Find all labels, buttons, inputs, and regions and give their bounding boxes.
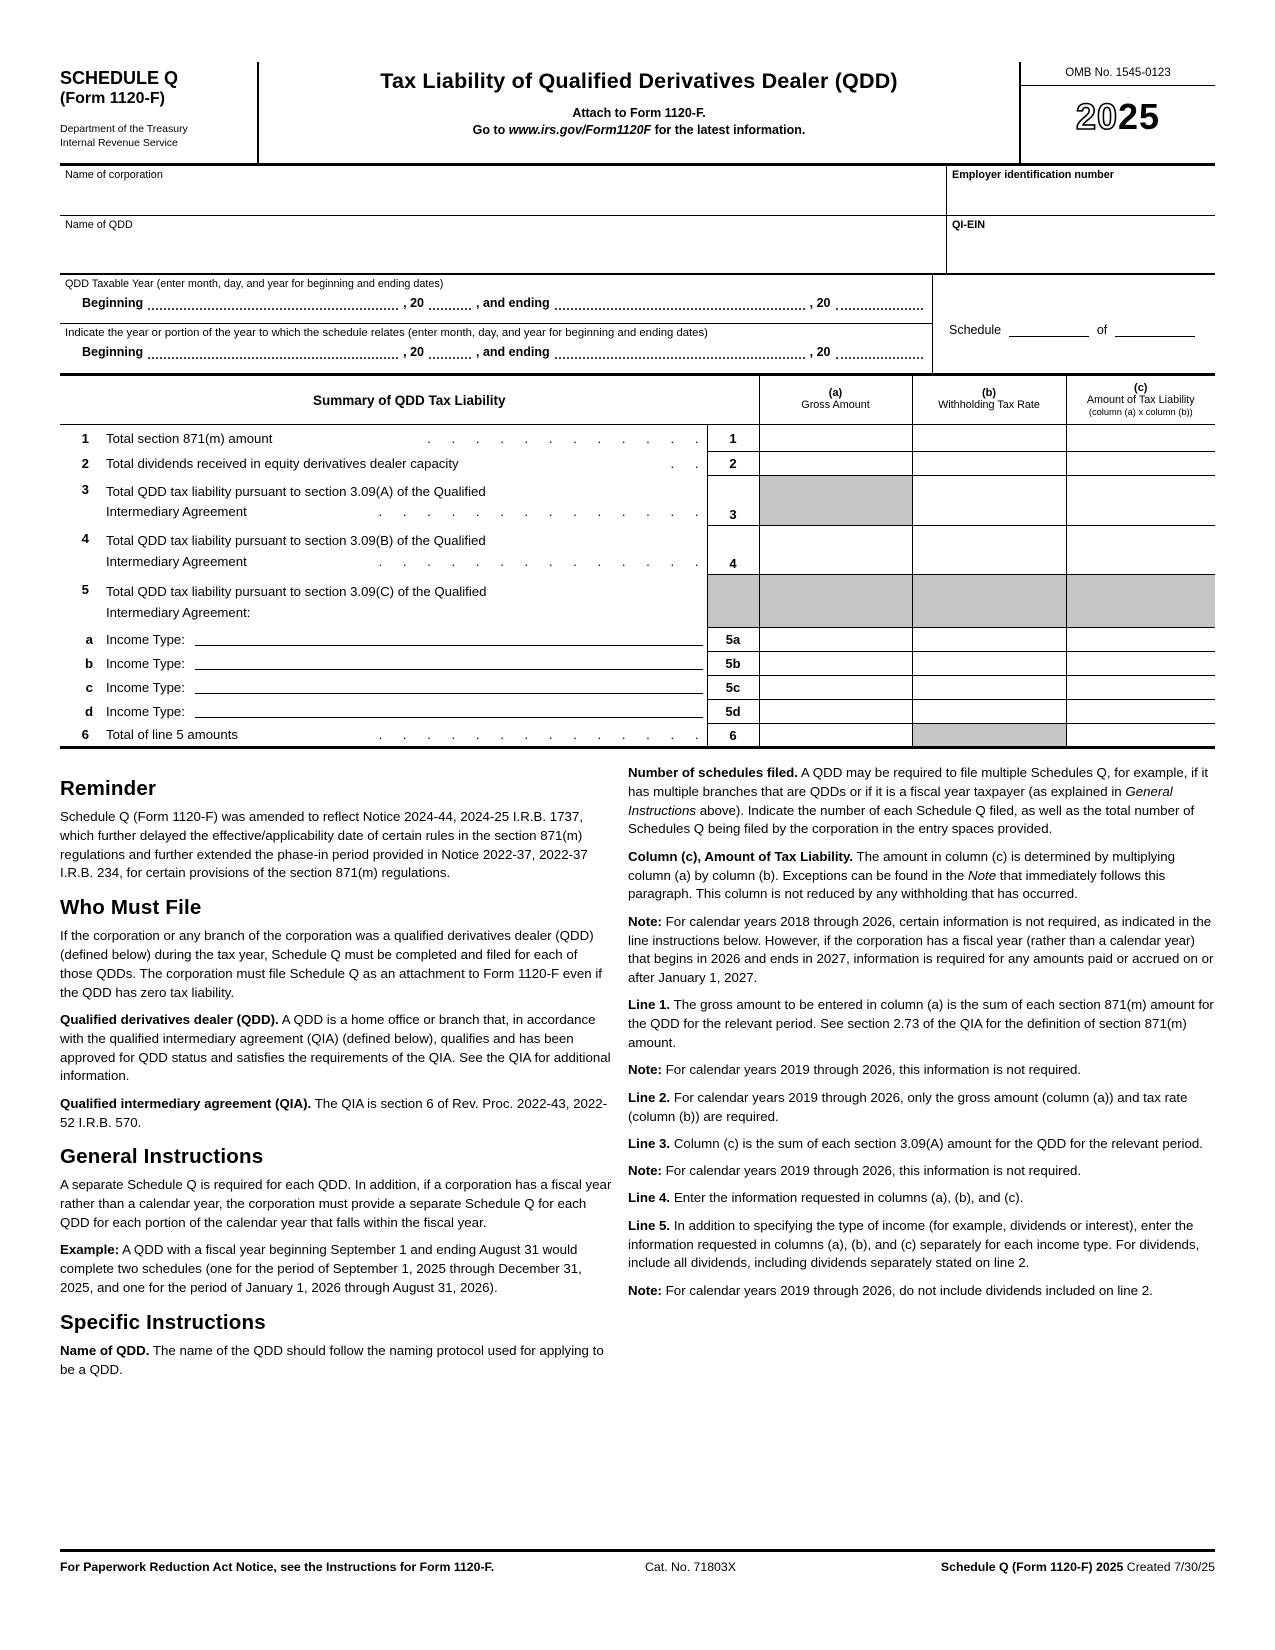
cell-6c[interactable] bbox=[1066, 724, 1215, 748]
cell-6b-shaded bbox=[912, 724, 1066, 748]
paragraph-number-of-schedules: Number of schedules filed. A QDD may be required to file multiple Schedules Q, for example, if it has multiple branches that are QDDs or if it is a fiscal year taxpayer (as explained in General Instructions above). Indicate the number of each Schedule Q filed, as well as the total number of Schedules Q being filed by the corporation in the entry spaces provided. bbox=[628, 765, 1209, 837]
cell-5b-c[interactable] bbox=[1066, 652, 1215, 676]
line1-number-box: 1 bbox=[707, 425, 759, 452]
cell-3b[interactable] bbox=[912, 476, 1066, 526]
of-label: of bbox=[1096, 323, 1108, 337]
table-row bbox=[60, 425, 1215, 452]
agency-block bbox=[60, 122, 257, 150]
section-heading-reminder: Reminder bbox=[60, 777, 157, 800]
and-ending-label: , and ending bbox=[476, 345, 550, 359]
goto-instruction: Go to www.irs.gov/Form1120F for the latest information. bbox=[472, 123, 806, 137]
identity-section bbox=[60, 166, 1215, 273]
table-row bbox=[60, 526, 1215, 575]
cell-4c[interactable] bbox=[1066, 526, 1215, 575]
instructions-right-column bbox=[628, 764, 1215, 1388]
line3-description: 3 Total QDD tax liability pursuant to section 3.09(A) of the Qualified Intermediary Agreement . . . . . . . . . . . . . . bbox=[81, 481, 699, 519]
beginning-year-field-2[interactable] bbox=[429, 345, 471, 359]
relates-year-label: Indicate the year or portion of the year to which the schedule relates (enter month, day, and year for beginning and ending dates) bbox=[65, 327, 708, 339]
ending-date-field-1[interactable] bbox=[555, 296, 805, 310]
paragraph-note-2018: Note: For calendar years 2018 through 2026, certain information is not required, as indicated in the line instructions below. However, if the corporation has a fiscal year (rather than a calendar year) that begins in 2026 and ends in 2027, information is required for any amounts paid or accrued on or after January 1, 2027. bbox=[628, 913, 1214, 986]
paragraph-line5: Line 5. In addition to specifying the type of income (for example, dividends or interest), enter the information requested in columns (a), (b), and (c) separately for each income type. For dividends, include all dividends, including dividends separately stated on line 2. bbox=[628, 1217, 1200, 1271]
qdd-tax-liability-table bbox=[60, 373, 1215, 749]
cell-2c[interactable] bbox=[1066, 452, 1215, 476]
line5d-number-box: 5d bbox=[707, 700, 759, 724]
and-ending-label: , and ending bbox=[476, 296, 550, 310]
table-row bbox=[60, 476, 1215, 526]
paragraph-who-must-file: If the corporation or any branch of the corporation was a qualified derivatives dealer (QDD) (defined below) during the tax year, Schedule Q must be completed and filed for each of those QDDs. The corporation must file Schedule Q as an attachment to Form 1120-F even if the QDD has zero tax liability. bbox=[60, 928, 602, 1000]
qdd-name-field[interactable] bbox=[60, 215, 946, 273]
line5a-number-box: 5a bbox=[707, 628, 759, 652]
paragraph-qia-definition: Qualified intermediary agreement (QIA). The QIA is section 6 of Rev. Proc. 2022-43, 2022-52 I.R.B. 570. bbox=[60, 1095, 608, 1130]
line2-number-box: 2 bbox=[707, 452, 759, 476]
line6-description: 6 Total of line 5 amounts . . . . . . . . . . . . . . bbox=[81, 727, 699, 743]
paragraph-note-line3: Note: For calendar years 2019 through 2026, this information is not required. bbox=[628, 1163, 1082, 1179]
table-row bbox=[60, 700, 1215, 724]
tax-year: 2025 bbox=[1075, 96, 1161, 137]
income-type-d-field[interactable] bbox=[195, 703, 703, 718]
ending-date-field-2[interactable] bbox=[555, 345, 805, 359]
irs-name: Internal Revenue Service bbox=[60, 137, 178, 150]
cell-5c-b[interactable] bbox=[912, 676, 1066, 700]
relates-year-dates: Beginning , 20 , and ending , 20 bbox=[60, 339, 932, 362]
ending-year-field-2[interactable] bbox=[836, 345, 924, 359]
form-title: Tax Liability of Qualified Derivatives Dealer (QDD) bbox=[380, 69, 898, 93]
cell-5c-a[interactable] bbox=[759, 676, 912, 700]
table-row bbox=[60, 724, 1215, 748]
paragraph-example: Example: A QDD with a fiscal year beginning September 1 and ending August 31 would complete two schedules (one for the period of September 1, 2025 through December 31, 2025, and one for the period of January 1, 2026 through August 31, 2026). bbox=[60, 1242, 582, 1295]
cell-1c[interactable] bbox=[1066, 425, 1215, 452]
form-footer bbox=[60, 1549, 1215, 1574]
line5-description: 5 Total QDD tax liability pursuant to section 3.09(C) of the Qualified Intermediary Agreement: bbox=[81, 582, 487, 620]
cell-4b[interactable] bbox=[912, 526, 1066, 575]
title-block bbox=[257, 62, 1019, 166]
paragraph-reminder: Schedule Q (Form 1120-F) was amended to reflect Notice 2024-44, 2024-25 I.R.B. 1737, which further delayed the effective/applicability date of certain rules in the section 871(m) regulations and further extended the phase-in period provided in Notice 2022-37, 2022-37 I.R.B. 234, for certain provisions of the section 871(m) regulations. bbox=[60, 809, 588, 881]
line5c-number-box: 5c bbox=[707, 676, 759, 700]
cell-5a-b[interactable] bbox=[912, 628, 1066, 652]
line5b-number-box: 5b bbox=[707, 652, 759, 676]
beginning-label: Beginning bbox=[82, 345, 144, 359]
cell-6a[interactable] bbox=[759, 724, 912, 748]
cell-1b[interactable] bbox=[912, 425, 1066, 452]
period-left-box bbox=[60, 275, 932, 375]
beginning-date-field-2[interactable] bbox=[148, 345, 398, 359]
paragraph-name-of-qdd: Name of QDD. The name of the QDD should follow the naming protocol used for applying to be a QDD. bbox=[60, 1342, 604, 1377]
cell-5b-a[interactable] bbox=[759, 652, 912, 676]
section-heading-who-must-file: Who Must File bbox=[60, 896, 202, 920]
line1-description: 1 Total section 871(m) amount . . . . . . . . . . . . bbox=[81, 430, 699, 446]
summary-header: Summary of QDD Tax Liability bbox=[60, 375, 759, 425]
beginning-date-field-1[interactable] bbox=[148, 296, 398, 310]
schedule-label: Schedule bbox=[949, 323, 1002, 337]
section-heading-specific-instructions: Specific Instructions bbox=[60, 1310, 266, 1334]
column-b-header: (b) Withholding Tax Rate bbox=[912, 375, 1066, 425]
line4-description: 4 Total QDD tax liability pursuant to section 3.09(B) of the Qualified Intermediary Agreement . . . . . . . . . . . . . . bbox=[81, 531, 699, 569]
paragraph-line1: Line 1. The gross amount to be entered in column (a) is the sum of each section 871(m) amount for the QDD for the relevant period. See section 2.73 of the QIA for the definition of section 871(m) amount. bbox=[628, 997, 1214, 1051]
cell-5d-b[interactable] bbox=[912, 700, 1066, 724]
income-type-a-field[interactable] bbox=[195, 631, 703, 646]
cell-5b-shaded bbox=[912, 575, 1066, 628]
ending-year-field-1[interactable] bbox=[836, 296, 924, 310]
column-c-header: (c) Amount of Tax Liability (column (a) x column (b)) bbox=[1066, 375, 1215, 425]
line5b-description: b Income Type: bbox=[60, 652, 707, 676]
paragraph-note-line1: Note: For calendar years 2019 through 2026, this information is not required. bbox=[628, 1062, 1082, 1078]
schedule-of-line bbox=[933, 275, 1215, 340]
cell-5a-shaded bbox=[759, 575, 912, 628]
omb-number: OMB No. 1545-0123 bbox=[1021, 62, 1215, 86]
line6-number-box: 6 bbox=[707, 724, 759, 748]
form-header bbox=[60, 62, 1215, 166]
paragraph-note-line5: Note: For calendar years 2019 through 2026, do not include dividends included on line 2. bbox=[628, 1282, 1153, 1298]
cell-5d-c[interactable] bbox=[1066, 700, 1215, 724]
footer-schedule-id: Schedule Q (Form 1120-F) 2025 Created 7/30/25 bbox=[940, 1560, 1215, 1574]
cell-3c[interactable] bbox=[1066, 476, 1215, 526]
irs-url: www.irs.gov/Form1120F bbox=[508, 123, 652, 137]
table-row bbox=[60, 575, 1215, 628]
cell-2b[interactable] bbox=[912, 452, 1066, 476]
form-number: (Form 1120-F) bbox=[60, 89, 165, 107]
form-id-block bbox=[60, 62, 257, 166]
paragraph-column-c: Column (c), Amount of Tax Liability. The amount in column (c) is determined by multiplying column (a) by column (b). Exceptions can be found in the Note that immediately follows this paragraph. This column is not reduced by any withholding that has occurred. bbox=[628, 848, 1176, 902]
table-row bbox=[60, 628, 1215, 652]
paragraph-line2: Line 2. For calendar years 2019 through 2026, only the gross amount (column (a)) and tax rate (column (b)) are required. bbox=[628, 1089, 1188, 1124]
instructions-section bbox=[60, 764, 1215, 1388]
line5c-description: c Income Type: bbox=[60, 676, 707, 700]
table-header-row bbox=[60, 375, 1215, 425]
dept-treasury: Department of the Treasury bbox=[60, 122, 188, 135]
cell-5b-b[interactable] bbox=[912, 652, 1066, 676]
line5a-description: a Income Type: bbox=[60, 628, 707, 652]
cell-5a-a[interactable] bbox=[759, 628, 912, 652]
qi-ein-field[interactable] bbox=[946, 215, 1215, 273]
table-row bbox=[60, 652, 1215, 676]
paragraph-qdd-definition: Qualified derivatives dealer (QDD). A QDD is a home office or branch that, in accordance with the qualified intermediary agreement (QIA) (defined below), qualifies and has been approved for QDD status and satisfies the requirements of the QIA. See the QIA for additional information. bbox=[60, 1012, 611, 1084]
taxable-year-label: QDD Taxable Year (enter month, day, and year for beginning and ending dates) bbox=[65, 278, 444, 290]
qi-ein-label: QI-EIN bbox=[952, 219, 985, 231]
line2-description: 2 Total dividends received in equity derivatives dealer capacity . . bbox=[81, 456, 699, 471]
line5d-description: d Income Type: bbox=[60, 700, 707, 724]
table-row bbox=[60, 676, 1215, 700]
taxable-year-dates: Beginning , 20 , and ending , 20 bbox=[60, 290, 932, 313]
catalog-number: Cat. No. 71803X bbox=[645, 1560, 736, 1574]
beginning-year-field-1[interactable] bbox=[429, 296, 471, 310]
cell-5c-shaded bbox=[1066, 575, 1215, 628]
ein-label: Employer identification number bbox=[952, 169, 1114, 181]
period-section bbox=[60, 273, 1215, 373]
schedule-count-box bbox=[932, 275, 1215, 375]
schedule-name: SCHEDULE Q bbox=[60, 68, 179, 88]
cell-5a-c[interactable] bbox=[1066, 628, 1215, 652]
qdd-name-label: Name of QDD bbox=[65, 219, 133, 231]
line5-number-box-shaded bbox=[707, 575, 759, 628]
paragraph-line4: Line 4. Enter the information requested in columns (a), (b), and (c). bbox=[628, 1190, 1024, 1206]
beginning-label: Beginning bbox=[82, 296, 144, 310]
ein-field[interactable] bbox=[946, 166, 1215, 215]
relates-year-row bbox=[60, 324, 932, 375]
cell-4a[interactable] bbox=[759, 526, 912, 575]
schedule-total-field[interactable] bbox=[1115, 323, 1195, 337]
paragraph-line3: Line 3. Column (c) is the sum of each section 3.09(A) amount for the QDD for the relevant period. bbox=[628, 1135, 1203, 1151]
paperwork-notice: For Paperwork Reduction Act Notice, see the Instructions for Form 1120-F. bbox=[60, 1560, 495, 1574]
corporation-name-field[interactable] bbox=[60, 166, 946, 215]
instructions-left-column bbox=[60, 764, 613, 1388]
cell-1a[interactable] bbox=[759, 425, 912, 452]
column-gutter bbox=[613, 764, 628, 1388]
omb-year-block bbox=[1019, 62, 1215, 166]
cell-3a-shaded bbox=[759, 476, 912, 526]
paragraph-general: A separate Schedule Q is required for each QDD. In addition, if a corporation has a fiscal year rather than a calendar year, the corporation must provide a separate Schedule Q for each QDD for each portion of the calendar year that falls within the fiscal year. bbox=[60, 1177, 612, 1230]
cell-2a[interactable] bbox=[759, 452, 912, 476]
line3-number-box: 3 bbox=[707, 476, 759, 526]
corporation-name-label: Name of corporation bbox=[65, 169, 163, 181]
table-row bbox=[60, 452, 1215, 476]
line4-number-box: 4 bbox=[707, 526, 759, 575]
attach-instruction: Attach to Form 1120-F. bbox=[572, 106, 706, 120]
column-a-header: (a) Gross Amount bbox=[759, 375, 912, 425]
income-type-b-field[interactable] bbox=[195, 655, 703, 670]
income-type-c-field[interactable] bbox=[195, 679, 703, 694]
cell-5d-a[interactable] bbox=[759, 700, 912, 724]
section-heading-general-instructions: General Instructions bbox=[60, 1145, 264, 1169]
cell-5c-c[interactable] bbox=[1066, 676, 1215, 700]
schedule-number-field[interactable] bbox=[1009, 323, 1089, 337]
taxable-year-row bbox=[60, 275, 932, 324]
